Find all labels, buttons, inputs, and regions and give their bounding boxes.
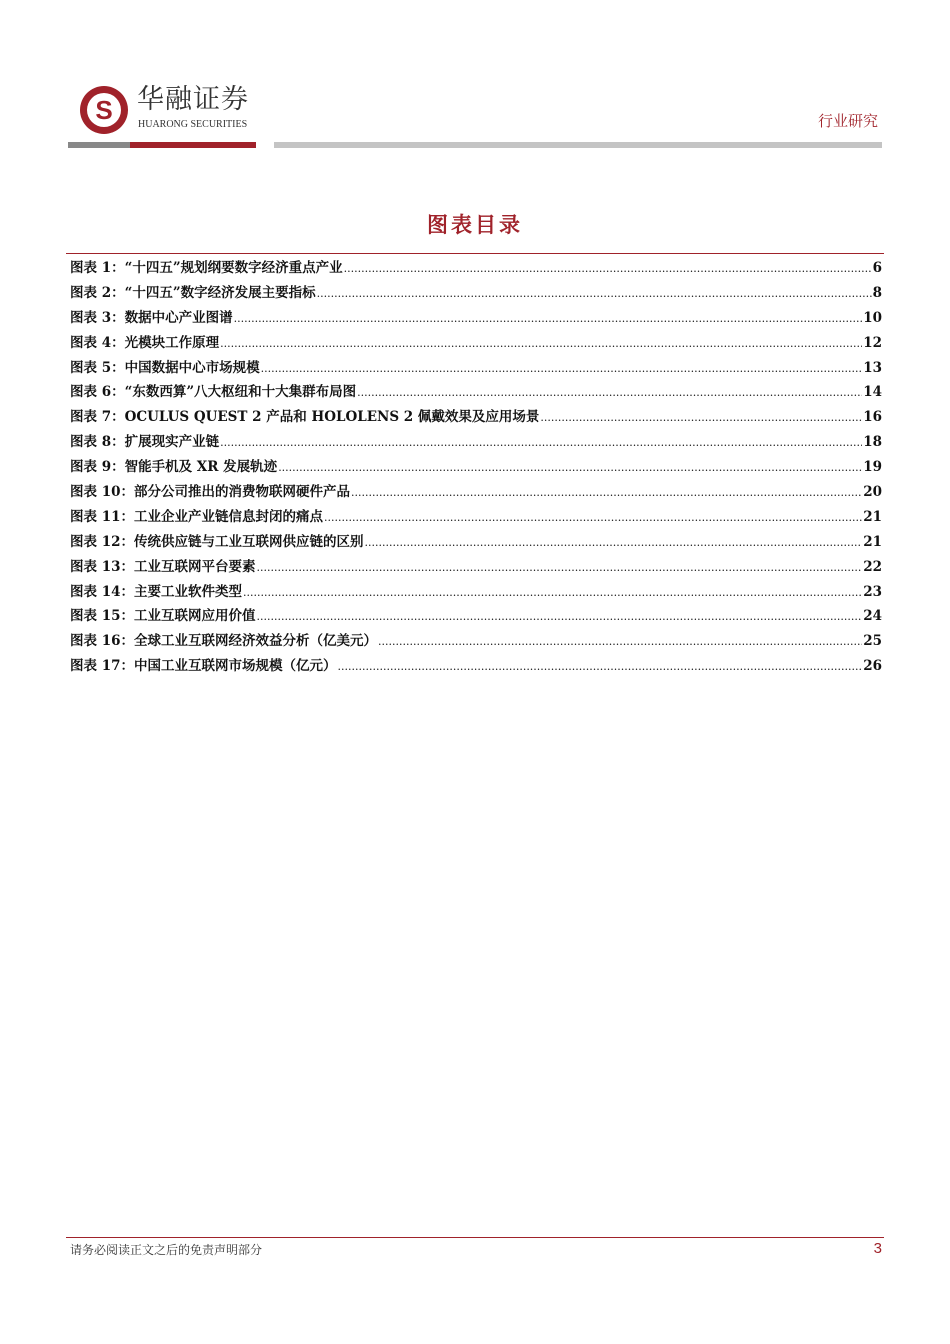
document-type: 行业研究 [817,112,878,130]
toc-entry[interactable] [70,507,882,532]
toc-entry[interactable] [70,557,882,582]
toc-entry-page[interactable]: 21 [863,508,882,525]
toc-entry[interactable] [70,382,882,407]
toc-entry-page[interactable]: 8 [872,284,882,301]
toc-leader-dots [220,333,862,354]
toc-entry-page[interactable]: 10 [863,309,882,326]
toc-entry[interactable] [70,333,882,358]
toc-entry-page[interactable]: 18 [863,434,882,451]
toc-entry-label[interactable]: 图表 2：“十四五”数字经济发展主要指标 [70,284,316,301]
toc-entry[interactable] [70,656,882,681]
toc-entry[interactable] [70,631,882,656]
toc-entry-page[interactable]: 24 [863,608,882,625]
page-title: 图表目录 [427,212,523,237]
toc-entry-label[interactable]: 图表 7：OCULUS QUEST 2 产品和 HOLOLENS 2 佩戴效果及应用场景 [70,409,540,426]
toc-entry-page[interactable]: 14 [863,384,882,401]
toc-leader-dots [257,557,863,578]
toc-entry-label[interactable]: 图表 10：部分公司推出的消费物联网硬件产品 [70,484,350,501]
logo-glyph: S [87,93,121,127]
toc-entry[interactable] [70,308,882,333]
toc-leader-dots [324,507,862,528]
toc-entry-label[interactable]: 图表 11：工业企业产业链信息封闭的痛点 [70,508,323,525]
toc-entry-page[interactable]: 25 [863,633,882,650]
toc-entry[interactable] [70,407,882,432]
table-of-figures [70,258,882,681]
toc-entry-page[interactable]: 23 [863,583,882,600]
toc-leader-dots [261,358,863,379]
toc-leader-dots [234,308,863,329]
toc-entry-label[interactable]: 图表 8：扩展现实产业链 [70,434,220,451]
toc-leader-dots [540,407,862,428]
toc-entry-label[interactable]: 图表 1：“十四五”规划纲要数字经济重点产业 [70,260,343,276]
toc-entry-page[interactable]: 21 [863,533,882,550]
toc-entry-page[interactable]: 19 [863,459,882,476]
toc-entry[interactable] [70,606,882,631]
toc-entry-label[interactable]: 图表 9：智能手机及 XR 发展轨迹 [70,459,278,476]
toc-entry-page[interactable]: 13 [863,359,882,376]
toc-entry[interactable] [70,582,882,607]
toc-leader-dots [357,382,862,403]
toc-entry[interactable] [70,432,882,457]
toc-entry-page[interactable]: 16 [863,409,882,426]
toc-entry-label[interactable]: 图表 12：传统供应链与工业互联网供应链的区别 [70,533,364,550]
page-number: 3 [873,1240,882,1257]
toc-leader-dots [257,606,863,627]
title-rule [66,253,884,254]
toc-entry-label[interactable]: 图表 15：工业互联网应用价值 [70,608,256,625]
company-logo [80,86,128,134]
toc-entry[interactable] [70,258,882,283]
toc-entry-label[interactable]: 图表 13：工业互联网平台要素 [70,558,256,575]
toc-entry[interactable] [70,358,882,383]
toc-leader-dots [220,432,862,453]
toc-entry-label[interactable]: 图表 4：光模块工作原理 [70,334,220,351]
brand-name-cn: 华融证券 [137,84,249,115]
toc-leader-dots [351,482,862,503]
toc-leader-dots [243,582,862,603]
toc-entry-label[interactable]: 图表 5：中国数据中心市场规模 [70,359,260,376]
toc-entry[interactable] [70,457,882,482]
toc-leader-dots [278,457,862,478]
toc-entry-label[interactable]: 图表 16：全球工业互联网经济效益分析（亿美元） [70,633,377,650]
toc-leader-dots [317,283,872,304]
toc-leader-dots [378,631,862,652]
toc-leader-dots [338,656,863,677]
toc-entry[interactable] [70,283,882,308]
header-divider-light [274,142,882,148]
header-divider-red [130,142,256,148]
toc-entry-label[interactable]: 图表 3：数据中心产业图谱 [70,309,233,326]
header-divider-gray [68,142,130,148]
toc-entry-page[interactable]: 12 [863,334,882,351]
toc-entry-page[interactable]: 22 [863,558,882,575]
toc-entry-label[interactable]: 图表 6：“东数西算”八大枢纽和十大集群布局图 [70,384,357,401]
toc-entry[interactable] [70,532,882,557]
toc-entry-page[interactable]: 20 [863,484,882,501]
footer-rule [66,1237,884,1238]
toc-entry-label[interactable]: 图表 17：中国工业互联网市场规模（亿元） [70,658,337,675]
toc-entry-page[interactable]: 26 [863,658,882,675]
toc-leader-dots [365,532,863,553]
toc-entry-label[interactable]: 图表 14：主要工业软件类型 [70,583,242,600]
toc-entry-page[interactable]: 6 [872,260,882,276]
brand-name-en: HUARONG SECURITIES [138,119,248,130]
toc-leader-dots [344,258,872,279]
toc-entry[interactable] [70,482,882,507]
footer-disclaimer: 请务必阅读正文之后的免责声明部分 [70,1243,263,1257]
